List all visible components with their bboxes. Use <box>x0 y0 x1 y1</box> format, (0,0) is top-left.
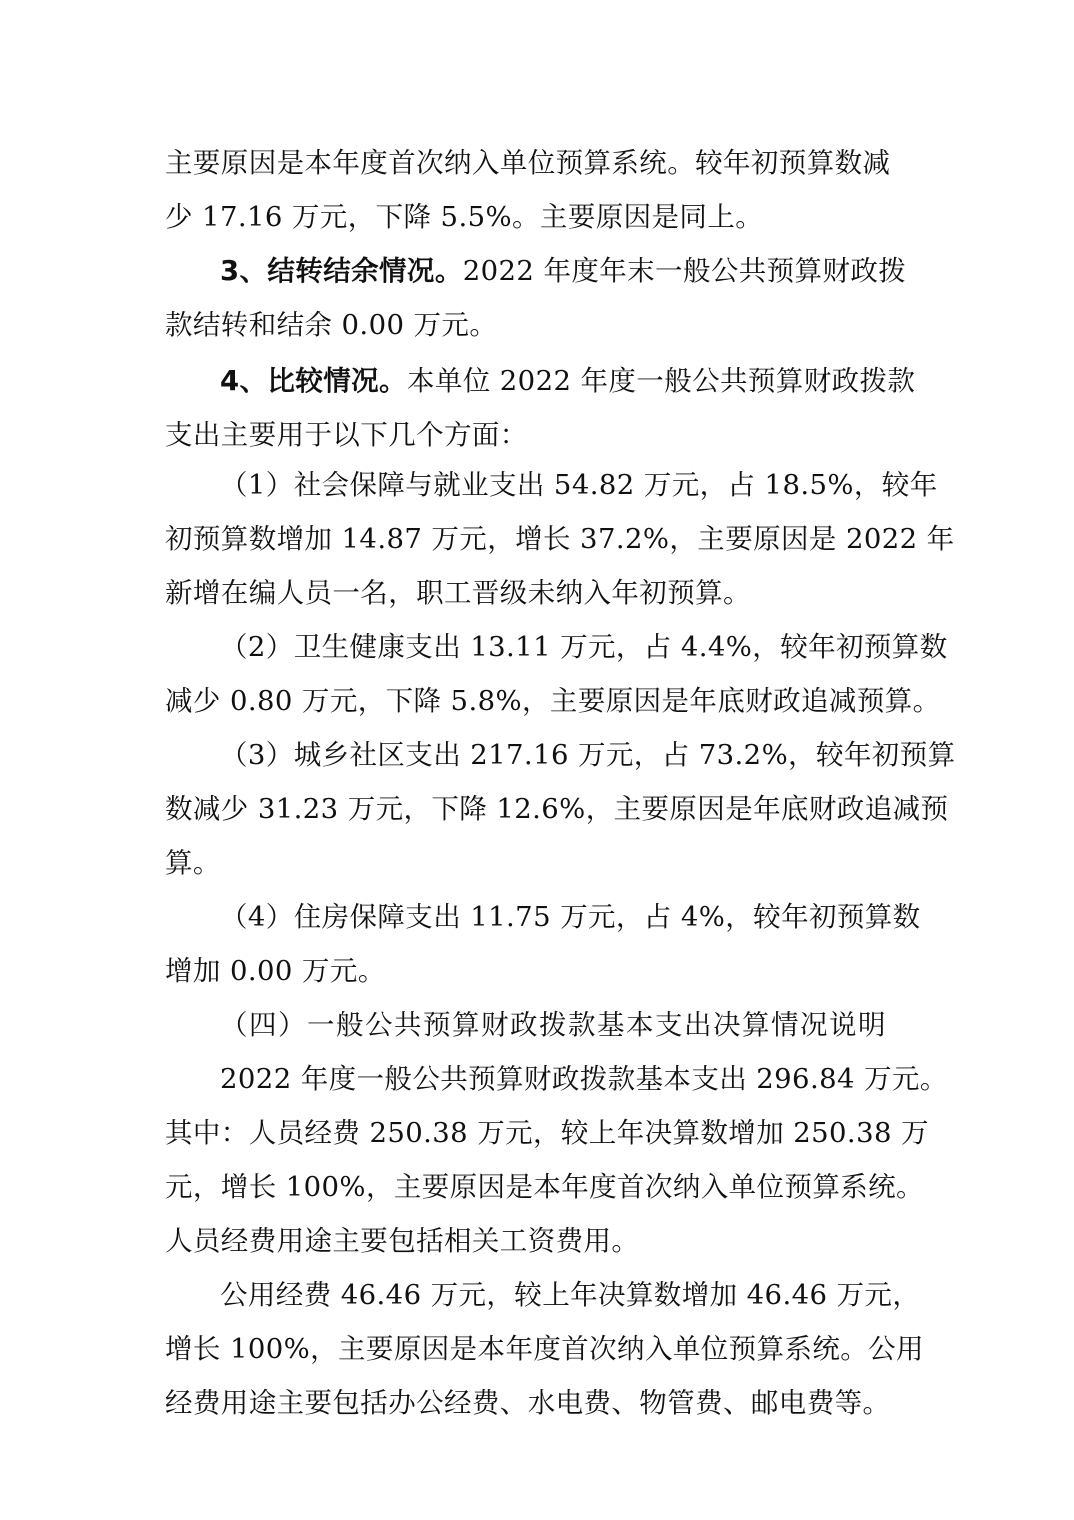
paragraph-line: 公用经费 46.46 万元，较上年决算数增加 46.46 万元， <box>220 1279 921 1311</box>
paragraph-line <box>220 364 925 398</box>
paragraph-line: 款结转和结余 0.00 万元。 <box>165 309 498 341</box>
section-heading: （四）一般公共预算财政拨款基本支出决算情况说明 <box>220 1009 887 1041</box>
paragraph-line: （4）住房保障支出 11.75 万元，占 4%，较年初预算数 <box>220 901 921 933</box>
paragraph-line: 支出主要用于以下几个方面： <box>165 419 528 451</box>
paragraph-line: 数减少 31.23 万元，下降 12.6%，主要原因是年底财政追减预 <box>165 793 949 825</box>
paragraph-text: 本单位 2022 年度一般公共预算财政拨款 <box>406 365 916 397</box>
paragraph-line: 2022 年度一般公共预算财政拨款基本支出 296.84 万元。 <box>220 1063 948 1095</box>
paragraph-line: （3）城乡社区支出 217.16 万元，占 73.2%，较年初预算 <box>220 739 956 771</box>
paragraph-line: 人员经费用途主要包括相关工资费用。 <box>165 1225 640 1257</box>
subheading-carryover: 3、结转结余情况。 <box>220 255 463 287</box>
paragraph-line: 主要原因是本年度首次纳入单位预算系统。较年初预算数减 <box>165 147 891 179</box>
subheading-comparison: 4、比较情况。 <box>220 365 407 397</box>
paragraph-text: 2022 年度年末一般公共预算财政拨 <box>462 255 907 287</box>
paragraph-line: 增加 0.00 万元。 <box>165 955 386 987</box>
paragraph-line: 算。 <box>165 847 221 879</box>
paragraph-line: （1）社会保障与就业支出 54.82 万元，占 18.5%，较年 <box>220 469 938 501</box>
paragraph-line: 元，增长 100%，主要原因是本年度首次纳入单位预算系统。 <box>165 1171 924 1203</box>
paragraph-line: （2）卫生健康支出 13.11 万元，占 4.4%，较年初预算数 <box>220 631 948 663</box>
paragraph-line: 经费用途主要包括办公经费、水电费、物管费、邮电费等。 <box>165 1387 891 1419</box>
paragraph-line: 新增在编人员一名，职工晋级未纳入年初预算。 <box>165 577 751 609</box>
paragraph-line: 其中：人员经费 250.38 万元，较上年决算数增加 250.38 万 <box>165 1117 929 1149</box>
paragraph-line: 增长 100%，主要原因是本年度首次纳入单位预算系统。公用 <box>165 1333 924 1365</box>
paragraph-line: 减少 0.80 万元，下降 5.8%，主要原因是年底财政追减预算。 <box>165 685 941 717</box>
paragraph-line <box>220 254 925 288</box>
paragraph-line: 少 17.16 万元，下降 5.5%。主要原因是同上。 <box>165 201 764 233</box>
paragraph-line: 初预算数增加 14.87 万元，增长 37.2%，主要原因是 2022 年 <box>165 523 955 555</box>
